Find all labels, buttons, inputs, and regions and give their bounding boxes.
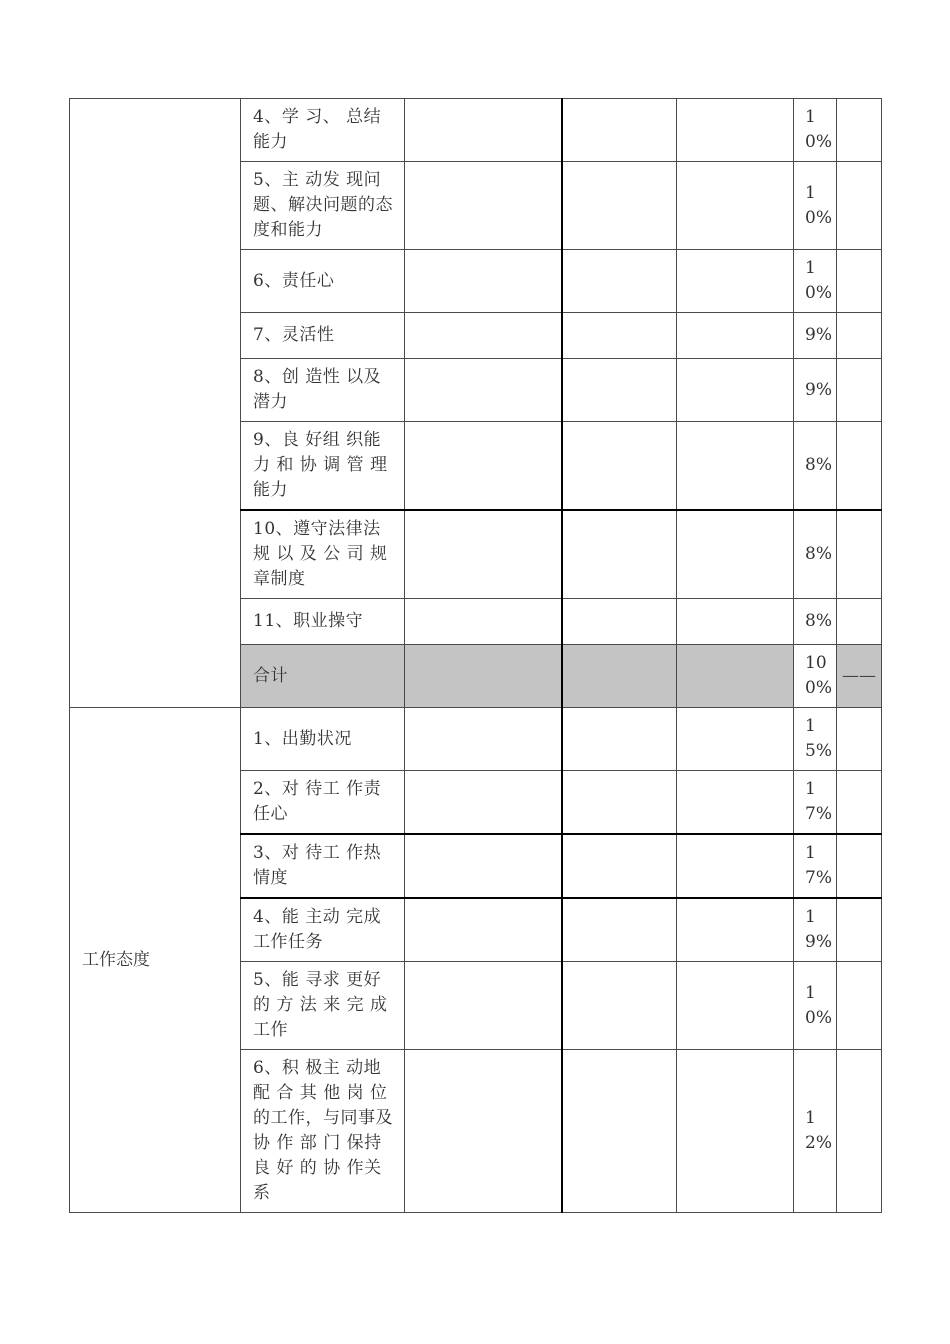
criterion-item: 8、创 造性 以及潜力 (241, 359, 405, 422)
final-score-cell[interactable] (837, 834, 882, 898)
score-cell[interactable] (405, 359, 562, 422)
criterion-item: 4、能 主动 完成工作任务 (241, 898, 405, 962)
score-cell[interactable] (405, 599, 562, 645)
final-score-cell[interactable] (837, 250, 882, 313)
criterion-item: 1、出勤状况 (241, 708, 405, 771)
final-score-cell[interactable] (837, 162, 882, 250)
criterion-item: 4、学 习、 总结能力 (241, 99, 405, 162)
criterion-item: 11、职业操守 (241, 599, 405, 645)
score-cell[interactable] (562, 359, 677, 422)
score-cell[interactable] (677, 162, 794, 250)
criterion-item: 2、对 待工 作责任心 (241, 771, 405, 835)
final-score-cell[interactable] (837, 708, 882, 771)
score-cell[interactable] (677, 510, 794, 599)
final-score-cell[interactable] (837, 1050, 882, 1213)
score-cell[interactable] (562, 99, 677, 162)
weight-cell: 8% (794, 422, 837, 511)
total-cell (405, 645, 562, 708)
category-cell (70, 99, 241, 708)
score-cell[interactable] (562, 1050, 677, 1213)
criterion-item: 6、积 极主 动地配 合 其 他 岗 位的工作，与同事及 协 作 部 门 保持 良 好 的 协 作关系 (241, 1050, 405, 1213)
score-cell[interactable] (562, 834, 677, 898)
score-cell[interactable] (677, 99, 794, 162)
weight-cell: 8% (794, 510, 837, 599)
score-cell[interactable] (405, 834, 562, 898)
score-cell[interactable] (562, 313, 677, 359)
score-cell[interactable] (405, 162, 562, 250)
final-score-cell[interactable] (837, 962, 882, 1050)
score-cell[interactable] (405, 1050, 562, 1213)
score-cell[interactable] (677, 771, 794, 835)
score-cell[interactable] (405, 422, 562, 511)
criterion-item: 10、遵守法律法规 以 及 公 司 规章制度 (241, 510, 405, 599)
score-cell[interactable] (677, 313, 794, 359)
score-cell[interactable] (677, 708, 794, 771)
score-cell[interactable] (562, 708, 677, 771)
weight-cell: 10% (794, 99, 837, 162)
weight-cell: 15% (794, 708, 837, 771)
criterion-item: 5、主 动发 现问题、解决问题的态度和能力 (241, 162, 405, 250)
total-cell (677, 645, 794, 708)
score-cell[interactable] (405, 99, 562, 162)
weight-cell: 10% (794, 250, 837, 313)
score-cell[interactable] (405, 708, 562, 771)
weight-cell: 17% (794, 834, 837, 898)
score-cell[interactable] (562, 599, 677, 645)
final-score-cell[interactable] (837, 422, 882, 511)
final-score-cell[interactable] (837, 313, 882, 359)
weight-cell: 10% (794, 962, 837, 1050)
score-cell[interactable] (677, 834, 794, 898)
score-cell[interactable] (677, 1050, 794, 1213)
total-label: 合计 (241, 645, 405, 708)
score-cell[interactable] (677, 359, 794, 422)
weight-cell: 8% (794, 599, 837, 645)
weight-cell: 9% (794, 313, 837, 359)
criterion-item: 7、灵活性 (241, 313, 405, 359)
weight-cell: 17% (794, 771, 837, 835)
score-cell[interactable] (405, 313, 562, 359)
total-cell (562, 645, 677, 708)
score-cell[interactable] (562, 771, 677, 835)
total-weight: 100% (794, 645, 837, 708)
score-cell[interactable] (405, 771, 562, 835)
final-score-cell[interactable] (837, 898, 882, 962)
score-cell[interactable] (562, 250, 677, 313)
final-score-cell[interactable] (837, 510, 882, 599)
final-score-cell[interactable] (837, 599, 882, 645)
score-cell[interactable] (405, 250, 562, 313)
criterion-item: 5、能 寻求 更好的 方 法 来 完 成工作 (241, 962, 405, 1050)
final-score-cell[interactable] (837, 359, 882, 422)
score-cell[interactable] (677, 250, 794, 313)
score-cell[interactable] (562, 962, 677, 1050)
final-score-cell[interactable] (837, 99, 882, 162)
score-cell[interactable] (562, 422, 677, 511)
score-cell[interactable] (405, 962, 562, 1050)
criterion-item: 3、对 待工 作热情度 (241, 834, 405, 898)
score-cell[interactable] (562, 162, 677, 250)
category-attitude: 工作态度 (70, 708, 241, 1213)
evaluation-table (69, 98, 882, 1213)
weight-cell: 9% (794, 359, 837, 422)
weight-cell: 12% (794, 1050, 837, 1213)
score-cell[interactable] (677, 599, 794, 645)
score-cell[interactable] (562, 898, 677, 962)
score-cell[interactable] (677, 962, 794, 1050)
criterion-item: 9、良 好组 织能力 和 协 调 管 理能力 (241, 422, 405, 511)
score-cell[interactable] (677, 422, 794, 511)
score-cell[interactable] (677, 898, 794, 962)
score-cell[interactable] (405, 510, 562, 599)
criterion-item: 6、责任心 (241, 250, 405, 313)
weight-cell: 19% (794, 898, 837, 962)
total-dash: —— (837, 645, 882, 708)
score-cell[interactable] (562, 510, 677, 599)
final-score-cell[interactable] (837, 771, 882, 835)
weight-cell: 10% (794, 162, 837, 250)
score-cell[interactable] (405, 898, 562, 962)
